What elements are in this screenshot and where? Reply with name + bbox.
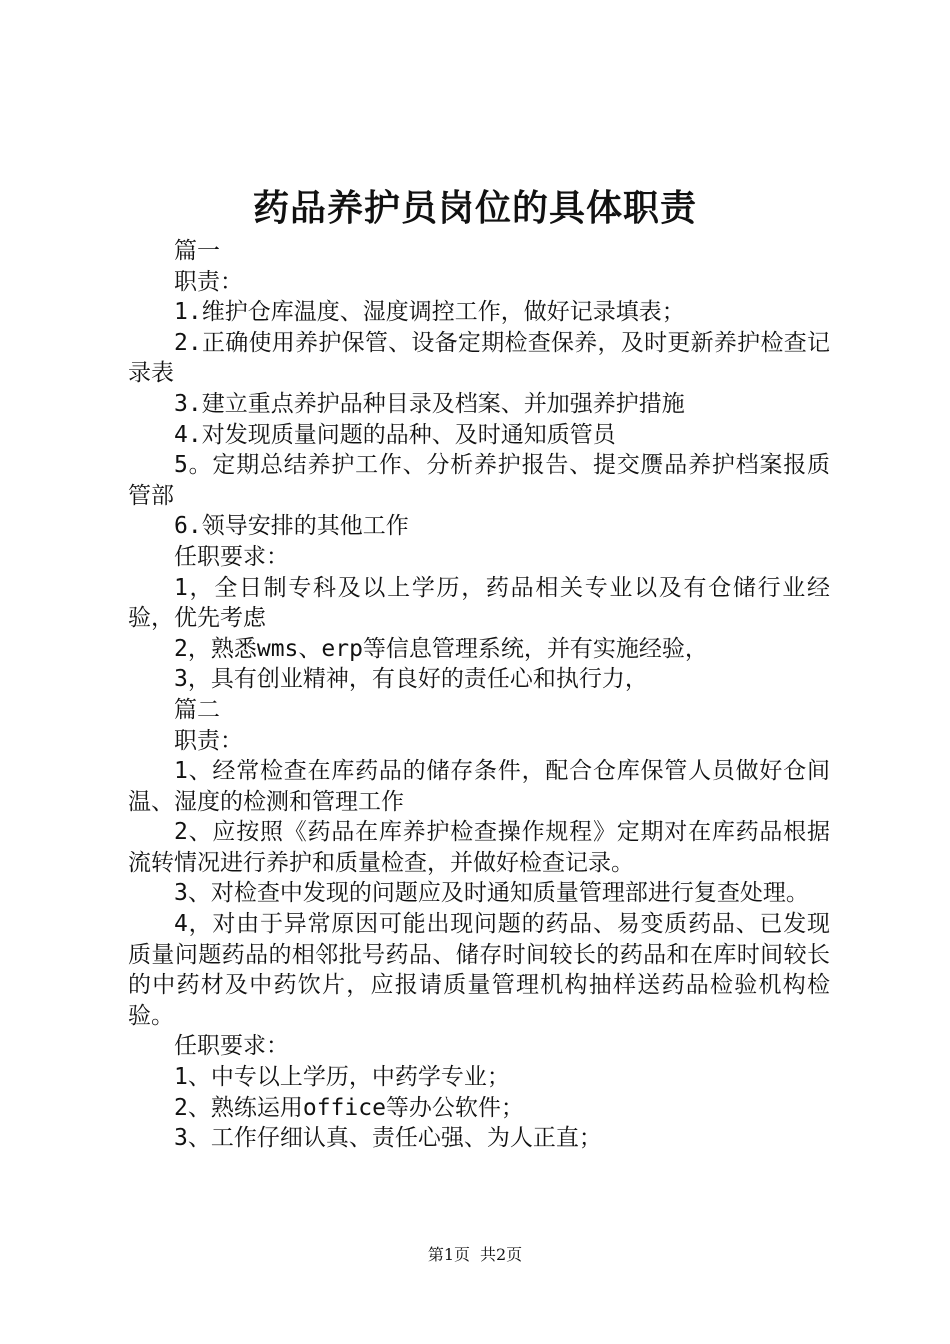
list-item: 1、经常检查在库药品的储存条件，配合仓库保管人员做好仓间温、湿度的检测和管理工作 <box>128 758 830 815</box>
list-item: 2、熟练运用office等办公软件； <box>174 1094 524 1121</box>
list-item: 2，熟悉wms、erp等信息管理系统，并有实施经验， <box>174 635 708 662</box>
list-item: 4.对发现质量问题的品种、及时通知质管员 <box>174 421 616 448</box>
list-item: 3、工作仔细认真、责任心强、为人正直； <box>174 1125 602 1152</box>
list-item: 2、应按照《药品在库养护检查操作规程》定期对在库药品根据流转情况进行养护和质量检查，并做好检查记录。 <box>128 819 830 876</box>
subsection-heading: 职责： <box>174 268 243 295</box>
list-item: 1、中专以上学历，中药学专业； <box>174 1064 510 1091</box>
list-item: 1.维护仓库温度、湿度调控工作，做好记录填表； <box>174 299 685 326</box>
page-total: 共2页 <box>480 1245 523 1264</box>
list-item: 3、对检查中发现的问题应及时通知质量管理部进行复查处理。 <box>174 880 809 907</box>
list-item: 5。定期总结养护工作、分析养护报告、提交赝品养护档案报质管部 <box>128 452 830 509</box>
list-item: 1，全日制专科及以上学历，药品相关专业以及有仓储行业经验，优先考虑 <box>128 574 830 632</box>
list-item: 3，具有创业精神，有良好的责任心和执行力， <box>174 666 648 693</box>
page-footer <box>0 1244 950 1266</box>
subsection-heading: 任职要求： <box>174 543 289 570</box>
subsection-heading: 任职要求： <box>174 1033 289 1060</box>
list-item: 3.建立重点养护品种目录及档案、并加强养护措施 <box>174 390 685 417</box>
section-heading: 篇二 <box>174 696 220 723</box>
section-heading: 篇一 <box>174 238 220 264</box>
document-body <box>128 236 830 1154</box>
document-title: 药品养护员岗位的具体职责 <box>252 187 697 229</box>
subsection-heading: 职责： <box>174 727 243 754</box>
list-item: 6.领导安排的其他工作 <box>174 513 409 540</box>
list-item: 4，对由于异常原因可能出现问题的药品、易变质药品、已发现质量问题药品的相邻批号药品、储存时间较长的药品和在库时间较长的中药材及中药饮片，应报请质量管理机构抽样送药品检验机构检验。 <box>128 911 830 1029</box>
list-item: 2.正确使用养护保管、设备定期检查保养，及时更新养护检查记录表 <box>128 329 830 387</box>
page-number: 第1页 <box>427 1245 470 1264</box>
